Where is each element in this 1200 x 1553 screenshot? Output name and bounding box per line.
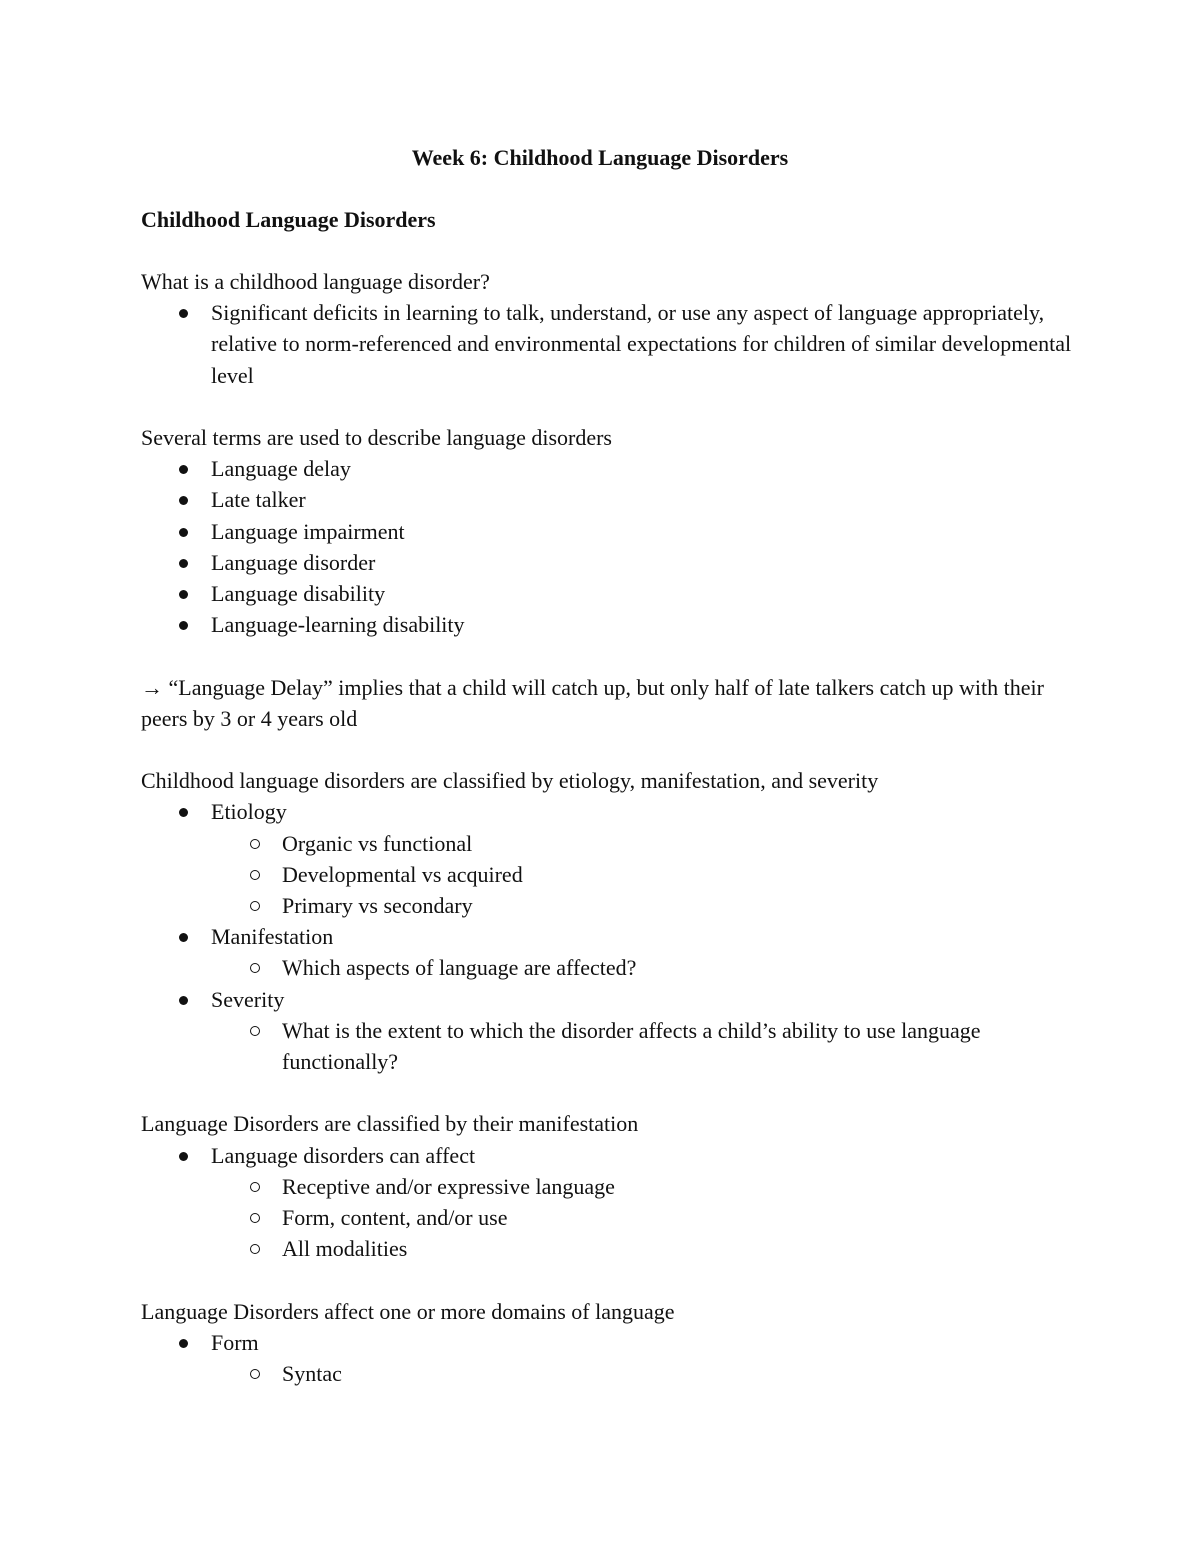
sub-list-item	[141, 890, 1081, 921]
hollow-bullet-icon	[250, 870, 260, 880]
list-item-manifestation	[141, 921, 1081, 952]
section4-prompt: Language Disorders are classified by their manifestation	[141, 1111, 639, 1137]
bullet-icon	[179, 309, 188, 318]
list-item-severity	[141, 984, 1081, 1015]
bullet-icon	[179, 1339, 188, 1348]
list-item-text: Language disorder	[211, 549, 376, 575]
hollow-bullet-icon	[250, 1369, 260, 1379]
sub-list-item-text: What is the extent to which the disorder affects a child’s ability to use language functionally?	[282, 1017, 981, 1075]
list-item-etiology	[141, 796, 1081, 827]
section1-list	[141, 297, 1081, 391]
list-item	[141, 297, 1081, 391]
sub-list-item-text: Developmental vs acquired	[282, 861, 523, 887]
list-item	[141, 1140, 1081, 1171]
section1-prompt: What is a childhood language disorder?	[141, 269, 490, 294]
list-item	[141, 516, 1081, 547]
hollow-bullet-icon	[250, 1213, 260, 1223]
sub-list-item	[141, 828, 1081, 859]
list-item	[141, 547, 1081, 578]
sub-list-item-text: Form, content, and/or use	[282, 1205, 508, 1231]
list-item	[141, 609, 1081, 640]
hollow-bullet-icon	[250, 1182, 260, 1192]
section5-list	[141, 1327, 1081, 1389]
bullet-icon	[179, 559, 188, 568]
bullet-icon	[179, 590, 188, 599]
hollow-bullet-icon	[250, 839, 260, 849]
bullet-icon	[179, 465, 188, 474]
bullet-icon	[179, 933, 188, 942]
bullet-icon	[179, 621, 188, 630]
sub-list-item-text: Syntac	[282, 1361, 342, 1387]
document-body	[141, 266, 1081, 1389]
sub-list-item-text: All modalities	[282, 1236, 408, 1262]
bullet-icon	[179, 496, 188, 505]
list-item-text: Significant deficits in learning to talk, understand, or use any aspect of language appropriately, relative to norm-referenced and environmental expectations for children of similar developmental level	[211, 300, 1072, 388]
list-item	[141, 484, 1081, 515]
section3-prompt: Childhood language disorders are classified by etiology, manifestation, and severity	[141, 768, 879, 794]
list-item-text: Language-learning disability	[211, 612, 465, 638]
list-item-text: Etiology	[211, 799, 287, 825]
sub-list-item	[141, 952, 1081, 983]
hollow-bullet-icon	[250, 1026, 260, 1036]
list-item-text: Language impairment	[211, 518, 405, 544]
section5-prompt: Language Disorders affect one or more domains of language	[141, 1298, 675, 1324]
sub-list-item	[141, 1171, 1081, 1202]
sub-list-item	[141, 1233, 1081, 1264]
bullet-icon	[179, 528, 188, 537]
bullet-icon	[179, 1152, 188, 1161]
hollow-bullet-icon	[250, 963, 260, 973]
hollow-bullet-icon	[250, 1244, 260, 1254]
section4-list	[141, 1140, 1081, 1265]
sub-list-item	[141, 1202, 1081, 1233]
section-heading: Childhood Language Disorders	[141, 207, 436, 232]
list-item-text: Manifestation	[211, 924, 334, 950]
sub-list-item	[141, 859, 1081, 890]
sub-list-item-text: Organic vs functional	[282, 830, 473, 856]
sub-list-item-text: Receptive and/or expressive language	[282, 1173, 615, 1199]
sub-list-item-text: Which aspects of language are affected?	[282, 955, 637, 981]
section2-list	[141, 453, 1081, 640]
list-item-text: Language disability	[211, 581, 386, 607]
list-item	[141, 578, 1081, 609]
section2-prompt: Several terms are used to describe language disorders	[141, 425, 612, 450]
sub-list-item	[141, 1358, 1081, 1389]
sub-list-item-text: Primary vs secondary	[282, 893, 473, 919]
language-delay-note: → “Language Delay” implies that a child will catch up, but only half of late talkers catch up with their peers by 3 or 4 years old	[141, 674, 1044, 731]
bullet-icon	[179, 808, 188, 817]
hollow-bullet-icon	[250, 901, 260, 911]
list-item-text: Severity	[211, 986, 285, 1012]
list-item-text: Language disorders can affect	[211, 1142, 476, 1168]
list-item-text: Late talker	[211, 487, 306, 513]
list-item-text: Language delay	[211, 456, 351, 482]
list-item	[141, 453, 1081, 484]
sub-list-item	[141, 1015, 1081, 1077]
document-title: Week 6: Childhood Language Disorders	[411, 145, 789, 170]
bullet-icon	[179, 996, 188, 1005]
list-item-text: Form	[211, 1329, 259, 1355]
section3-list	[141, 796, 1081, 1077]
list-item	[141, 1327, 1081, 1358]
